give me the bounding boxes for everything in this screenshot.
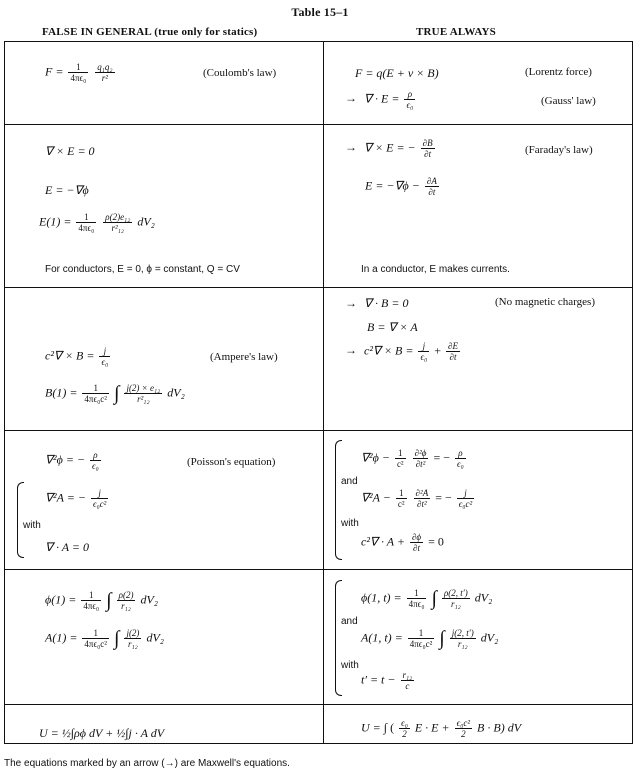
ampere-maxwell-equation: → c²∇ × B = $\frac{j}{\text{ϵ₀}}$ + $\frac{\partial E}{\partial t}$ xyxy=(345,341,458,362)
equations-table xyxy=(4,41,633,744)
coulomb-law-label: (Coulomb's law) xyxy=(203,67,277,79)
row-divider xyxy=(5,569,632,570)
b-curl-a-equation: B = ∇ × A xyxy=(367,320,418,334)
e-potential-equation: E = −∇ϕ − $\frac{\partial A}{\partial t}$ xyxy=(365,176,437,197)
ampere-law-label: (Ampere's law) xyxy=(210,351,278,363)
poisson-label: (Poisson's equation) xyxy=(187,456,276,468)
retarded-vector-potential: A(1, t) = $\frac{1}{\text{4πϵ₀c²}}$ ∫ $\frac{j(2, t')}{\text{r₁₂}}$ dV₂ xyxy=(361,627,499,650)
wave-a-equation: ∇²A − $\frac{1}{\text{c²}}$ $\frac{\text{∂²A}}{\text{∂t²}}$ = − $\frac{j}{\text{ϵ₀c²}}$ xyxy=(361,488,473,509)
wave-phi-equation: ∇²ϕ − $\frac{1}{\text{c²}}$ $\frac{\text{∂²ϕ}}{\text{∂t²}}$ = − $\frac{\rho}{\text{ϵ₀}}$ xyxy=(361,448,464,469)
with-label: with xyxy=(23,520,41,531)
b-field-integral-equation: B(1) = $\frac{1}{\text{4πϵ₀c²}}$ ∫ $\frac{\text{j(2) × e₁₂}}{\text{r²₁₂}}$ dV₂ xyxy=(45,382,185,405)
maxwell-arrow-icon: → xyxy=(345,296,357,310)
lorenz-gauge-equation: c²∇ · A + $\frac{\partial\phi}{\partial t}$ = 0 xyxy=(361,532,444,553)
and-label: and xyxy=(341,476,358,487)
coulomb-law-equation: F = $\frac{1}{\text{4πϵ₀}}$ $\frac{\text{q₁q₂}}{\text{r²}}$ xyxy=(45,62,113,83)
ampere-law-equation: c²∇ × B = $\frac{j}{\text{ϵ₀}}$ xyxy=(45,346,109,367)
row-divider xyxy=(5,287,632,288)
row-divider xyxy=(5,704,632,705)
vector-potential-integral: A(1) = $\frac{1}{\text{4πϵ₀c²}}$ ∫ $\frac{j(2)}{\text{r₁₂}}$ dV₂ xyxy=(45,627,164,650)
column-header-false: FALSE IN GENERAL (true only for statics) xyxy=(42,26,258,38)
faraday-law-label: (Faraday's law) xyxy=(525,144,593,156)
scalar-potential-integral: ϕ(1) = $\frac{1}{\text{4πϵ₀}}$ ∫ $\frac{\rho(2)}{\text{r₁₂}}$ dV₂ xyxy=(45,589,158,612)
column-divider xyxy=(323,42,324,743)
curl-e-zero-equation: ∇ × E = 0 xyxy=(45,144,95,158)
maxwell-footnote: The equations marked by an arrow (→) are Maxwell's equations. xyxy=(4,758,290,769)
field-energy-equation: U = ∫ ( $\frac{\text{ϵ₀}}{2}$ E · E + $\frac{\text{ϵ₀c²}}{2}$ B · B) dV xyxy=(361,718,522,739)
retarded-time-equation: t′ = t − $\frac{\text{r₁₂}}{c}$ xyxy=(361,670,413,691)
static-energy-equation: U = ½∫ρϕ dV + ½∫j · A dV xyxy=(39,726,165,740)
left-brace xyxy=(335,440,342,560)
with-label: with xyxy=(341,518,359,529)
lorentz-force-equation: F = q(E + v × B) xyxy=(355,66,439,80)
table-title: Table 15–1 xyxy=(291,5,349,19)
row-divider xyxy=(5,124,632,125)
maxwell-arrow-icon: → xyxy=(345,343,357,358)
left-brace xyxy=(335,580,342,696)
no-magnetic-charges-label: (No magnetic charges) xyxy=(495,296,595,308)
conductor-note: For conductors, E = 0, ϕ = constant, Q = CV xyxy=(45,264,240,275)
and-label: and xyxy=(341,616,358,627)
poisson-a-equation: ∇²A = − $\frac{j}{\text{ϵ₀c²}}$ xyxy=(45,488,107,509)
conductor-currents-note: In a conductor, E makes currents. xyxy=(361,264,510,275)
maxwell-arrow-icon: → xyxy=(345,140,357,155)
maxwell-arrow-icon: → xyxy=(345,91,357,106)
with-label: with xyxy=(341,660,359,671)
coulomb-gauge-equation: ∇ · A = 0 xyxy=(45,540,90,554)
retarded-scalar-potential: ϕ(1, t) = $\frac{1}{\text{4πϵ₀}}$ ∫ $\frac{\rho(2, t')}{\text{r₁₂}}$ dV₂ xyxy=(361,587,493,610)
faraday-law-equation: → ∇ × E = − $\frac{\partial B}{\partial t}$ xyxy=(345,138,433,159)
column-header-true: TRUE ALWAYS xyxy=(416,26,496,38)
lorentz-force-label: (Lorentz force) xyxy=(525,66,592,78)
gauss-law-label: (Gauss' law) xyxy=(541,95,596,107)
poisson-phi-equation: ∇²ϕ = − $\frac{\rho}{\text{ϵ₀}}$ xyxy=(45,450,99,471)
div-b-zero-equation: → ∇ · B = 0 xyxy=(345,296,409,310)
e-gradient-equation: E = −∇ϕ xyxy=(45,183,89,197)
gauss-law-equation: → ∇ · E = $\frac{\rho}{\text{ϵ₀}}$ xyxy=(345,89,414,110)
e-field-integral-equation: E(1) = $\frac{1}{\text{4πϵ₀}}$ $\frac{\text{ρ(2)e₁₂}}{\text{r²₁₂}}$ dV₂ xyxy=(39,212,155,233)
row-divider xyxy=(5,430,632,431)
